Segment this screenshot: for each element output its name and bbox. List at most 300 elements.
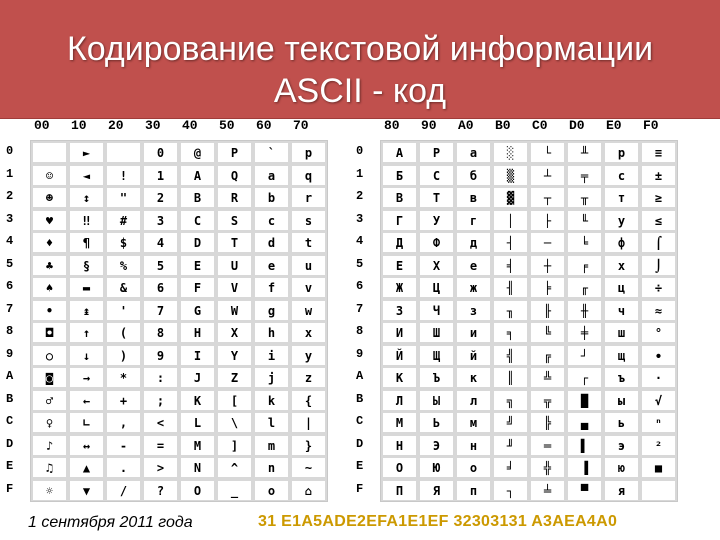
- char-cell: n: [255, 458, 288, 477]
- char-cell: ?: [144, 481, 177, 500]
- char-cell: ○: [33, 346, 66, 365]
- char-cell: Z: [218, 368, 251, 387]
- char-cell: Ь: [420, 413, 453, 432]
- char-cell: ≤: [642, 211, 675, 230]
- char-cell: a: [255, 166, 288, 185]
- char-cell: P: [218, 143, 251, 162]
- char-cell: б: [457, 166, 490, 185]
- char-cell: E: [181, 256, 214, 275]
- row-header: 5: [356, 256, 364, 271]
- char-cell: Ч: [420, 301, 453, 320]
- row-header: 2: [6, 189, 14, 203]
- char-cell: i: [255, 346, 288, 365]
- char-cell: ж: [457, 278, 490, 297]
- char-cell: ▌: [568, 436, 601, 455]
- char-cell: ♠: [33, 278, 66, 297]
- char-cell: ■: [642, 458, 675, 477]
- char-cell: b: [255, 188, 288, 207]
- char-cell: ╬: [531, 458, 564, 477]
- char-cell: [107, 143, 140, 162]
- char-cell: к: [457, 368, 490, 387]
- char-cell: ☺: [33, 166, 66, 185]
- char-cell: !: [107, 166, 140, 185]
- char-cell: М: [383, 413, 416, 432]
- char-cell: ═: [531, 436, 564, 455]
- row-header: A: [356, 369, 364, 383]
- char-cell: 6: [144, 278, 177, 297]
- char-cell: ь: [605, 413, 638, 432]
- char-cell: x: [292, 323, 325, 342]
- char-cell: S: [218, 211, 251, 230]
- char-cell: ☻: [33, 188, 66, 207]
- char-cell: h: [255, 323, 288, 342]
- column-header: 40: [182, 118, 198, 133]
- char-cell: k: [255, 391, 288, 410]
- char-cell: м: [457, 413, 490, 432]
- char-cell: р: [605, 143, 638, 162]
- row-header: 4: [6, 234, 14, 248]
- char-cell: ╙: [568, 211, 601, 230]
- char-cell: R: [218, 188, 251, 207]
- char-cell: I: [181, 346, 214, 365]
- char-cell: ²: [642, 436, 675, 455]
- char-cell: f: [255, 278, 288, 297]
- char-cell: B: [181, 188, 214, 207]
- char-cell: X: [218, 323, 251, 342]
- char-cell: g: [255, 301, 288, 320]
- row-header: 9: [356, 346, 364, 361]
- char-cell: u: [292, 256, 325, 275]
- row-header: 9: [6, 346, 14, 361]
- char-cell: ╝: [494, 413, 527, 432]
- char-cell: s: [292, 211, 325, 230]
- column-header: 50: [219, 118, 235, 133]
- char-cell: ╢: [494, 278, 527, 297]
- char-cell: Й: [383, 346, 416, 365]
- char-cell: ╦: [531, 391, 564, 410]
- row-header: B: [6, 391, 14, 406]
- char-cell: 5: [144, 256, 177, 275]
- char-cell: ╔: [531, 346, 564, 365]
- hex-code-part: A3AEA4A0: [531, 513, 618, 530]
- code-grid: [30, 140, 328, 502]
- char-cell: Т: [420, 188, 453, 207]
- char-cell: ⁿ: [642, 413, 675, 432]
- char-cell: ≈: [642, 301, 675, 320]
- char-cell: ╪: [568, 323, 601, 342]
- char-cell: ╟: [531, 301, 564, 320]
- char-cell: ⌂: [292, 481, 325, 500]
- char-cell: е: [457, 256, 490, 275]
- char-cell: L: [181, 413, 214, 432]
- char-cell: d: [255, 233, 288, 252]
- char-cell: ¶: [70, 233, 103, 252]
- char-cell: ▼: [70, 481, 103, 500]
- char-cell: ': [107, 301, 140, 320]
- char-cell: й: [457, 346, 490, 365]
- char-cell: ╥: [568, 188, 601, 207]
- char-cell: ;: [144, 391, 177, 410]
- row-header: E: [356, 459, 364, 473]
- char-cell: 7: [144, 301, 177, 320]
- char-cell: Е: [383, 256, 416, 275]
- char-cell: Ж: [383, 278, 416, 297]
- char-cell: c: [255, 211, 288, 230]
- char-cell: ю: [605, 458, 638, 477]
- row-header: F: [6, 481, 14, 496]
- char-cell: j: [255, 368, 288, 387]
- char-cell: ): [107, 346, 140, 365]
- char-cell: │: [494, 211, 527, 230]
- char-cell: Д: [383, 233, 416, 252]
- char-cell: 1: [144, 166, 177, 185]
- char-cell: N: [181, 458, 214, 477]
- char-cell: /: [107, 481, 140, 500]
- char-cell: [33, 143, 66, 162]
- char-cell: y: [292, 346, 325, 365]
- row-header: 3: [6, 211, 14, 226]
- char-cell: ▄: [568, 413, 601, 432]
- char-cell: 8: [144, 323, 177, 342]
- char-cell: -: [107, 436, 140, 455]
- char-cell: G: [181, 301, 214, 320]
- char-cell: А: [383, 143, 416, 162]
- char-cell: О: [383, 458, 416, 477]
- char-cell: ♪: [33, 436, 66, 455]
- char-cell: ╓: [568, 278, 601, 297]
- char-cell: ^: [218, 458, 251, 477]
- char-cell: Л: [383, 391, 416, 410]
- char-cell: *: [107, 368, 140, 387]
- row-header: 8: [6, 324, 14, 338]
- char-cell: Я: [420, 481, 453, 500]
- char-cell: ◄: [70, 166, 103, 185]
- char-cell: ♫: [33, 458, 66, 477]
- column-header: 20: [108, 118, 124, 133]
- char-cell: Ш: [420, 323, 453, 342]
- char-cell: [642, 481, 675, 500]
- row-header: B: [356, 391, 364, 406]
- char-cell: з: [457, 301, 490, 320]
- slide-subtitle: ASCII - код: [273, 72, 447, 110]
- char-cell: ─: [531, 233, 564, 252]
- char-cell: ╡: [494, 256, 527, 275]
- char-cell: ╚: [531, 323, 564, 342]
- char-cell: ▀: [568, 481, 601, 500]
- char-cell: ▒: [494, 166, 527, 185]
- char-cell: ≡: [642, 143, 675, 162]
- row-header: 5: [6, 256, 14, 271]
- char-cell: T: [218, 233, 251, 252]
- char-cell: х: [605, 256, 638, 275]
- char-cell: ╨: [568, 143, 601, 162]
- char-cell: И: [383, 323, 416, 342]
- char-cell: э: [605, 436, 638, 455]
- row-header: 3: [356, 211, 364, 226]
- column-header: 90: [421, 118, 437, 133]
- char-cell: и: [457, 323, 490, 342]
- code-grid: [380, 140, 678, 502]
- column-header: A0: [458, 118, 474, 133]
- column-header: 00: [34, 118, 50, 133]
- char-cell: Y: [218, 346, 251, 365]
- char-cell: д: [457, 233, 490, 252]
- char-cell: V: [218, 278, 251, 297]
- char-cell: Ы: [420, 391, 453, 410]
- char-cell: ╖: [494, 301, 527, 320]
- char-cell: Р: [420, 143, 453, 162]
- char-cell: ╜: [494, 436, 527, 455]
- char-cell: Б: [383, 166, 416, 185]
- char-cell: ъ: [605, 368, 638, 387]
- char-cell: ↓: [70, 346, 103, 365]
- char-cell: Н: [383, 436, 416, 455]
- char-cell: ц: [605, 278, 638, 297]
- char-cell: ▓: [494, 188, 527, 207]
- char-cell: └: [531, 143, 564, 162]
- row-header: E: [6, 459, 14, 473]
- char-cell: m: [255, 436, 288, 455]
- char-cell: :: [144, 368, 177, 387]
- column-header: 30: [145, 118, 161, 133]
- char-cell: н: [457, 436, 490, 455]
- char-cell: ┬: [531, 188, 564, 207]
- char-cell: D: [181, 233, 214, 252]
- char-cell: я: [605, 481, 638, 500]
- char-cell: У: [420, 211, 453, 230]
- row-header: D: [6, 436, 14, 451]
- char-cell: ·: [642, 368, 675, 387]
- char-cell: ч: [605, 301, 638, 320]
- char-cell: A: [181, 166, 214, 185]
- row-header: 1: [356, 166, 364, 181]
- char-cell: ▲: [70, 458, 103, 477]
- char-cell: √: [642, 391, 675, 410]
- char-cell: ▐: [568, 458, 601, 477]
- char-cell: >: [144, 458, 177, 477]
- char-cell: ,: [107, 413, 140, 432]
- char-cell: =: [144, 436, 177, 455]
- row-header: D: [356, 436, 364, 451]
- char-cell: t: [292, 233, 325, 252]
- column-header: D0: [569, 118, 585, 133]
- char-cell: →: [70, 368, 103, 387]
- char-cell: 9: [144, 346, 177, 365]
- char-cell: █: [568, 391, 601, 410]
- char-cell: U: [218, 256, 251, 275]
- char-cell: о: [457, 458, 490, 477]
- char-cell: Ф: [420, 233, 453, 252]
- char-cell: ┘: [568, 346, 601, 365]
- char-cell: |: [292, 413, 325, 432]
- char-cell: В: [383, 188, 416, 207]
- char-cell: ┴: [531, 166, 564, 185]
- char-cell: П: [383, 481, 416, 500]
- char-cell: q: [292, 166, 325, 185]
- char-cell: ▬: [70, 278, 103, 297]
- row-header: 1: [6, 166, 14, 181]
- char-cell: v: [292, 278, 325, 297]
- hex-code-part: 32303131: [453, 513, 528, 530]
- char-cell: ►: [70, 143, 103, 162]
- row-header: 6: [6, 279, 14, 293]
- row-header: 7: [6, 301, 14, 316]
- char-cell: ░: [494, 143, 527, 162]
- row-header: C: [356, 414, 364, 428]
- row-header: 6: [356, 279, 364, 293]
- footer-date: 1 сентября 2011 года: [28, 514, 193, 531]
- char-cell: ы: [605, 391, 638, 410]
- char-cell: л: [457, 391, 490, 410]
- char-cell: ∙: [642, 346, 675, 365]
- row-header: F: [356, 481, 364, 496]
- char-cell: F: [181, 278, 214, 297]
- column-header: 80: [384, 118, 400, 133]
- char-cell: ↕: [70, 188, 103, 207]
- char-cell: (: [107, 323, 140, 342]
- column-header: B0: [495, 118, 511, 133]
- char-cell: @: [181, 143, 214, 162]
- char-cell: С: [420, 166, 453, 185]
- char-cell: ┤: [494, 233, 527, 252]
- char-cell: у: [605, 211, 638, 230]
- char-cell: Х: [420, 256, 453, 275]
- char-cell: 2: [144, 188, 177, 207]
- char-cell: K: [181, 391, 214, 410]
- char-cell: ]: [218, 436, 251, 455]
- char-cell: ♂: [33, 391, 66, 410]
- char-cell: ║: [494, 368, 527, 387]
- char-cell: ╧: [531, 481, 564, 500]
- row-header: 0: [6, 144, 14, 158]
- char-cell: w: [292, 301, 325, 320]
- char-cell: Ц: [420, 278, 453, 297]
- char-cell: &: [107, 278, 140, 297]
- char-cell: ⌡: [642, 256, 675, 275]
- char-cell: §: [70, 256, 103, 275]
- char-cell: °: [642, 323, 675, 342]
- row-header: 4: [356, 234, 364, 248]
- char-cell: %: [107, 256, 140, 275]
- char-cell: ╤: [568, 166, 601, 185]
- char-cell: ↔: [70, 436, 103, 455]
- column-header: 60: [256, 118, 272, 133]
- row-header: 0: [356, 144, 364, 158]
- row-header: 8: [356, 324, 364, 338]
- row-header: C: [6, 414, 14, 428]
- char-cell: ↨: [70, 301, 103, 320]
- char-cell: <: [144, 413, 177, 432]
- char-cell: ": [107, 188, 140, 207]
- char-cell: Ю: [420, 458, 453, 477]
- char-cell: ╒: [568, 256, 601, 275]
- char-cell: ф: [605, 233, 638, 252]
- char-cell: т: [605, 188, 638, 207]
- char-cell: 0: [144, 143, 177, 162]
- char-cell: ÷: [642, 278, 675, 297]
- char-cell: _: [218, 481, 251, 500]
- char-cell: ‼: [70, 211, 103, 230]
- char-cell: ╘: [568, 233, 601, 252]
- char-cell: M: [181, 436, 214, 455]
- char-cell: с: [605, 166, 638, 185]
- column-header: 10: [71, 118, 87, 133]
- char-cell: [: [218, 391, 251, 410]
- char-cell: ┼: [531, 256, 564, 275]
- char-cell: ◘: [33, 323, 66, 342]
- char-cell: ├: [531, 211, 564, 230]
- char-cell: l: [255, 413, 288, 432]
- char-cell: `: [255, 143, 288, 162]
- char-cell: o: [255, 481, 288, 500]
- char-cell: ±: [642, 166, 675, 185]
- char-cell: Q: [218, 166, 251, 185]
- char-cell: ╩: [531, 368, 564, 387]
- char-cell: ╫: [568, 301, 601, 320]
- char-cell: ╗: [494, 391, 527, 410]
- char-cell: ☼: [33, 481, 66, 500]
- char-cell: ┌: [568, 368, 601, 387]
- char-cell: 3: [144, 211, 177, 230]
- char-cell: r: [292, 188, 325, 207]
- char-cell: .: [107, 458, 140, 477]
- char-cell: e: [255, 256, 288, 275]
- char-cell: ╣: [494, 346, 527, 365]
- char-cell: ◙: [33, 368, 66, 387]
- char-cell: ♣: [33, 256, 66, 275]
- char-cell: $: [107, 233, 140, 252]
- char-cell: +: [107, 391, 140, 410]
- char-cell: ↑: [70, 323, 103, 342]
- char-cell: г: [457, 211, 490, 230]
- hex-code-part: 31: [258, 513, 277, 530]
- char-cell: J: [181, 368, 214, 387]
- char-cell: {: [292, 391, 325, 410]
- char-cell: ♦: [33, 233, 66, 252]
- char-cell: ╛: [494, 458, 527, 477]
- char-cell: ←: [70, 391, 103, 410]
- char-cell: ╞: [531, 278, 564, 297]
- char-cell: К: [383, 368, 416, 387]
- char-cell: ⌠: [642, 233, 675, 252]
- char-cell: ~: [292, 458, 325, 477]
- char-cell: 4: [144, 233, 177, 252]
- char-cell: в: [457, 188, 490, 207]
- column-header: E0: [606, 118, 622, 133]
- row-header: A: [6, 369, 14, 383]
- char-cell: Щ: [420, 346, 453, 365]
- char-cell: H: [181, 323, 214, 342]
- footer-hex-code: [258, 513, 617, 531]
- char-cell: ♥: [33, 211, 66, 230]
- char-cell: ♀: [33, 413, 66, 432]
- char-cell: ╕: [494, 323, 527, 342]
- column-header: F0: [643, 118, 659, 133]
- char-cell: C: [181, 211, 214, 230]
- char-cell: W: [218, 301, 251, 320]
- char-cell: O: [181, 481, 214, 500]
- char-cell: Ъ: [420, 368, 453, 387]
- char-cell: Э: [420, 436, 453, 455]
- char-cell: p: [292, 143, 325, 162]
- char-cell: З: [383, 301, 416, 320]
- char-cell: ┐: [494, 481, 527, 500]
- slide-title: Кодирование текстовой информации: [66, 30, 654, 68]
- char-cell: п: [457, 481, 490, 500]
- column-header: C0: [532, 118, 548, 133]
- char-cell: ∟: [70, 413, 103, 432]
- char-cell: ≥: [642, 188, 675, 207]
